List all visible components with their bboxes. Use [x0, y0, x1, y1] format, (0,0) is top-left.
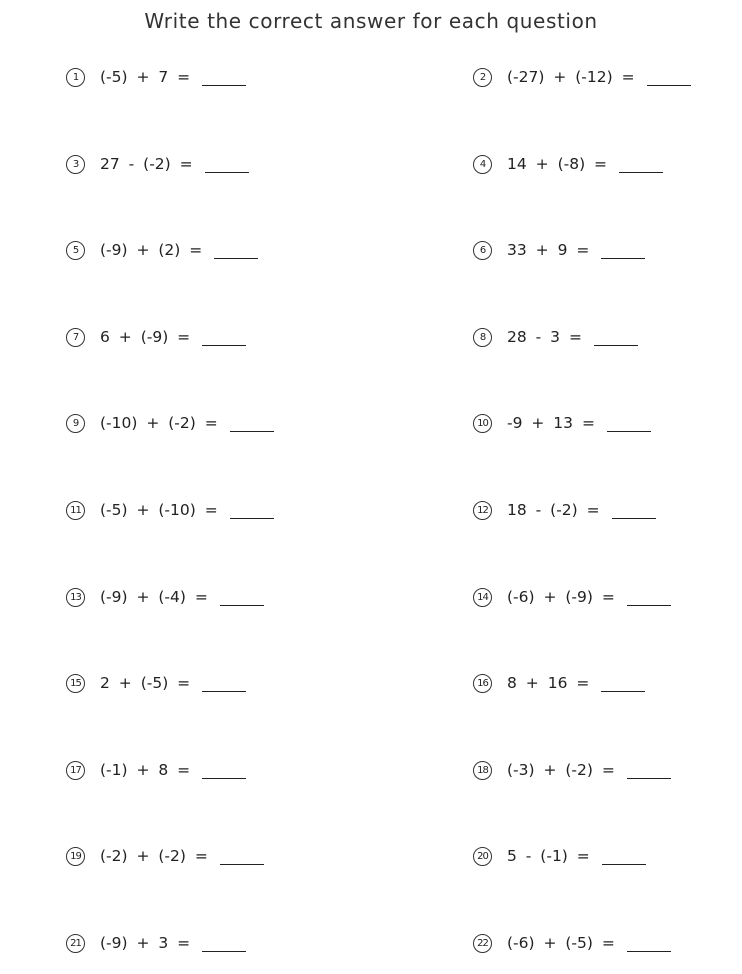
problem-10 [473, 410, 651, 434]
problem-22 [473, 930, 671, 954]
problem-expression: 33 + 9 = [507, 241, 590, 259]
answer-blank[interactable] [619, 170, 663, 173]
answer-blank[interactable] [601, 256, 645, 259]
question-number-badge: 12 [473, 501, 492, 520]
problem-expression: (-3) + (-2) = [507, 761, 615, 779]
question-number-badge: 9 [66, 414, 85, 433]
problem-5 [66, 237, 258, 261]
question-number-badge: 2 [473, 68, 492, 87]
answer-blank[interactable] [647, 83, 691, 86]
answer-blank[interactable] [202, 776, 246, 779]
question-number-badge: 14 [473, 588, 492, 607]
answer-blank[interactable] [627, 776, 671, 779]
problem-18 [473, 757, 671, 781]
answer-blank[interactable] [230, 429, 274, 432]
answer-blank[interactable] [202, 83, 246, 86]
problem-14 [473, 584, 671, 608]
problem-expression: 5 - (-1) = [507, 847, 590, 865]
problem-expression: (-27) + (-12) = [507, 68, 635, 86]
problem-expression: -9 + 13 = [507, 414, 595, 432]
problem-expression: (-10) + (-2) = [100, 414, 218, 432]
problem-12 [473, 497, 656, 521]
problem-13 [66, 584, 264, 608]
problem-expression: (-9) + (-4) = [100, 588, 208, 606]
answer-blank[interactable] [627, 949, 671, 952]
question-number-badge: 5 [66, 241, 85, 260]
answer-blank[interactable] [202, 689, 246, 692]
problem-expression: 14 + (-8) = [507, 155, 608, 173]
problem-expression: (-9) + 3 = [100, 934, 191, 952]
answer-blank[interactable] [220, 603, 264, 606]
problem-2 [473, 64, 691, 88]
question-number-badge: 10 [473, 414, 492, 433]
question-number-badge: 7 [66, 328, 85, 347]
answer-blank[interactable] [205, 170, 249, 173]
question-number-badge: 11 [66, 501, 85, 520]
answer-blank[interactable] [230, 516, 274, 519]
answer-blank[interactable] [607, 429, 651, 432]
question-number-badge: 22 [473, 934, 492, 953]
question-number-badge: 8 [473, 328, 492, 347]
problem-19 [66, 843, 264, 867]
answer-blank[interactable] [202, 343, 246, 346]
problem-16 [473, 670, 645, 694]
problem-15 [66, 670, 246, 694]
problem-expression: (-5) + (-10) = [100, 501, 218, 519]
problem-1 [66, 64, 246, 88]
problem-3 [66, 151, 249, 175]
problem-4 [473, 151, 663, 175]
problem-11 [66, 497, 274, 521]
problem-expression: 8 + 16 = [507, 674, 590, 692]
worksheet-title: Write the correct answer for each question [144, 9, 598, 33]
question-number-badge: 13 [66, 588, 85, 607]
problem-expression: 28 - 3 = [507, 328, 582, 346]
problem-expression: 18 - (-2) = [507, 501, 600, 519]
question-number-badge: 20 [473, 847, 492, 866]
question-number-badge: 4 [473, 155, 492, 174]
question-number-badge: 19 [66, 847, 85, 866]
problem-expression: (-6) + (-9) = [507, 588, 615, 606]
answer-blank[interactable] [612, 516, 656, 519]
answer-blank[interactable] [627, 603, 671, 606]
problem-7 [66, 324, 246, 348]
question-number-badge: 16 [473, 674, 492, 693]
problem-expression: 6 + (-9) = [100, 328, 191, 346]
problem-21 [66, 930, 246, 954]
question-number-badge: 6 [473, 241, 492, 260]
question-number-badge: 3 [66, 155, 85, 174]
answer-blank[interactable] [594, 343, 638, 346]
question-number-badge: 21 [66, 934, 85, 953]
question-number-badge: 15 [66, 674, 85, 693]
answer-blank[interactable] [220, 862, 264, 865]
problem-8 [473, 324, 638, 348]
problem-expression: (-5) + 7 = [100, 68, 191, 86]
answer-blank[interactable] [202, 949, 246, 952]
problem-expression: (-1) + 8 = [100, 761, 191, 779]
problem-expression: (-2) + (-2) = [100, 847, 208, 865]
problem-9 [66, 410, 274, 434]
problem-6 [473, 237, 645, 261]
problem-20 [473, 843, 646, 867]
problem-expression: (-9) + (2) = [100, 241, 203, 259]
problem-expression: 27 - (-2) = [100, 155, 193, 173]
answer-blank[interactable] [601, 689, 645, 692]
problem-expression: 2 + (-5) = [100, 674, 191, 692]
problem-expression: (-6) + (-5) = [507, 934, 615, 952]
question-number-badge: 18 [473, 761, 492, 780]
answer-blank[interactable] [214, 256, 258, 259]
question-number-badge: 1 [66, 68, 85, 87]
problem-17 [66, 757, 246, 781]
question-number-badge: 17 [66, 761, 85, 780]
answer-blank[interactable] [602, 862, 646, 865]
